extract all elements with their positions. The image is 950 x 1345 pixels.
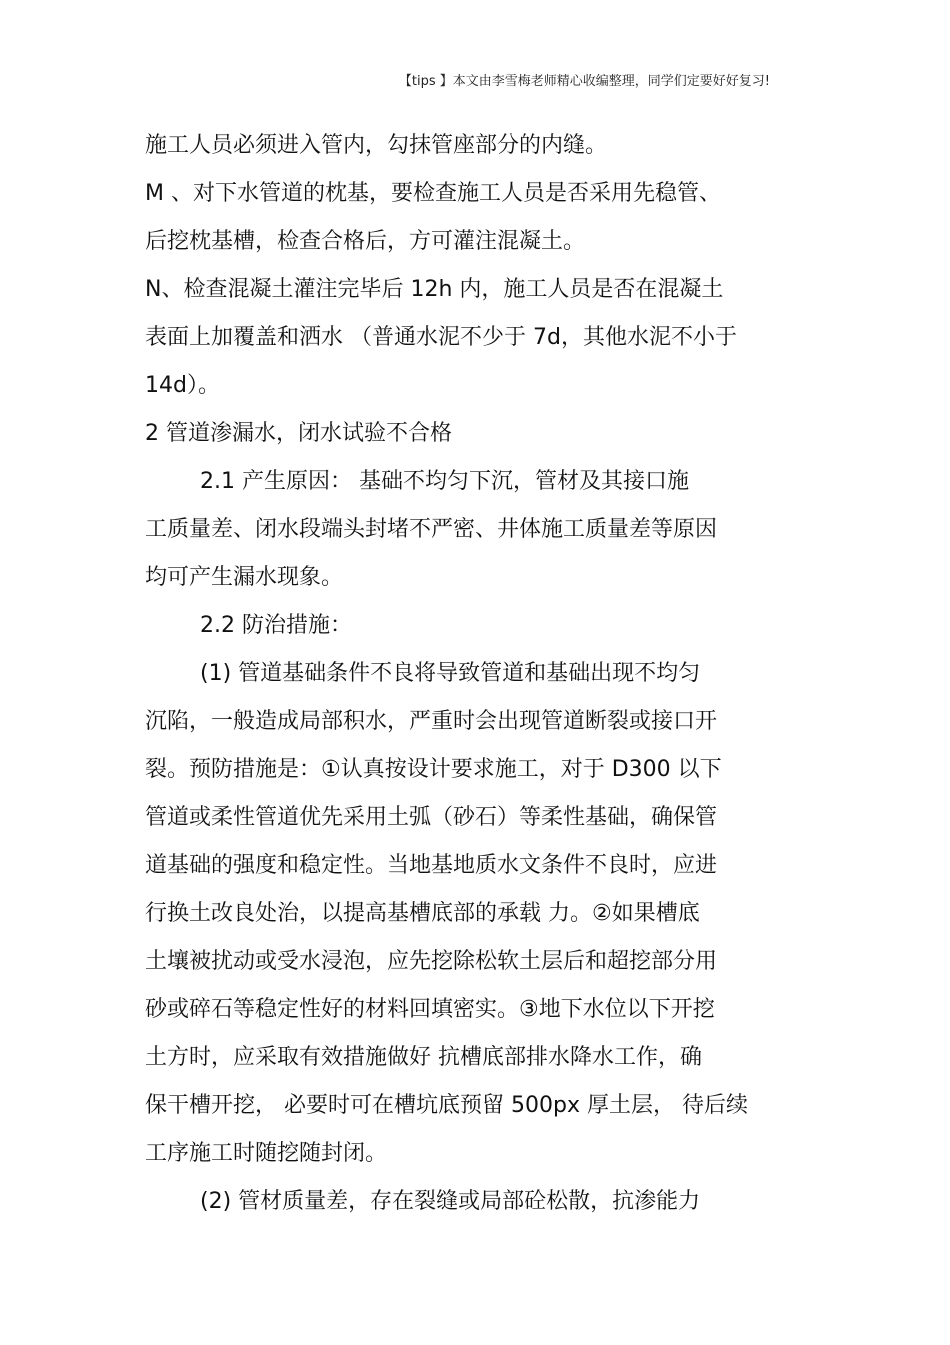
body-line-15: 管道或柔性管道优先采用土弧（砂石）等柔性基础，确保管: [145, 805, 718, 830]
body-line-3: 后挖枕基槽，检查合格后，方可灌注混凝土。: [145, 229, 586, 254]
body-line-9: 工质量差、闭水段端头封堵不严密、井体施工质量差等原因: [145, 517, 718, 542]
body-line-1: 施工人员必须进入管内，勾抹管座部分的内缝。: [145, 133, 608, 158]
body-line-7: 2 管道渗漏水，闭水试验不合格: [145, 421, 452, 446]
body-line-16: 道基础的强度和稳定性。当地基地质水文条件不良时，应进: [145, 853, 718, 878]
body-line-13: 沉陷，一般造成局部积水，严重时会出现管道断裂或接口开: [145, 709, 718, 734]
body-line-14: 裂。预防措施是：①认真按设计要求施工，对于 D300 以下: [145, 757, 722, 782]
body-line-2: M 、对下水管道的枕基，要检查施工人员是否采用先稳管、: [145, 181, 721, 206]
header-note: 【tips 】本文由李雪梅老师精心收编整理，同学们定要好好复习!: [398, 74, 770, 89]
body-line-18: 土壤被扰动或受水浸泡，应先挖除松软土层后和超挖部分用: [145, 949, 718, 974]
body-line-5: 表面上加覆盖和洒水 （普通水泥不少于 7d，其他水泥不小于: [145, 325, 737, 350]
body-line-21: 保干槽开挖， 必要时可在槽坑底预留 500px 厚土层， 待后续: [145, 1093, 748, 1118]
body-line-17: 行换土改良处治，以提高基槽底部的承载 力。②如果槽底: [145, 901, 700, 926]
body-line-8: 2.1 产生原因： 基础不均匀下沉，管材及其接口施: [200, 469, 689, 494]
body-line-20: 土方时，应采取有效措施做好 抗槽底部排水降水工作，确: [145, 1045, 702, 1070]
body-line-11: 2.2 防治措施：: [200, 613, 352, 638]
body-line-6: 14d）。: [145, 373, 220, 398]
body-line-10: 均可产生漏水现象。: [145, 565, 344, 590]
body-line-4: N、检查混凝土灌注完毕后 12h 内，施工人员是否在混凝土: [145, 277, 724, 302]
body-line-12: (1) 管道基础条件不良将导致管道和基础出现不均匀: [200, 661, 701, 686]
body-line-19: 砂或碎石等稳定性好的材料回填密实。③地下水位以下开挖: [145, 997, 715, 1022]
body-line-22: 工序施工时随挖随封闭。: [145, 1141, 388, 1166]
body-line-23: (2) 管材质量差，存在裂缝或局部砼松散，抗渗能力: [200, 1189, 701, 1214]
